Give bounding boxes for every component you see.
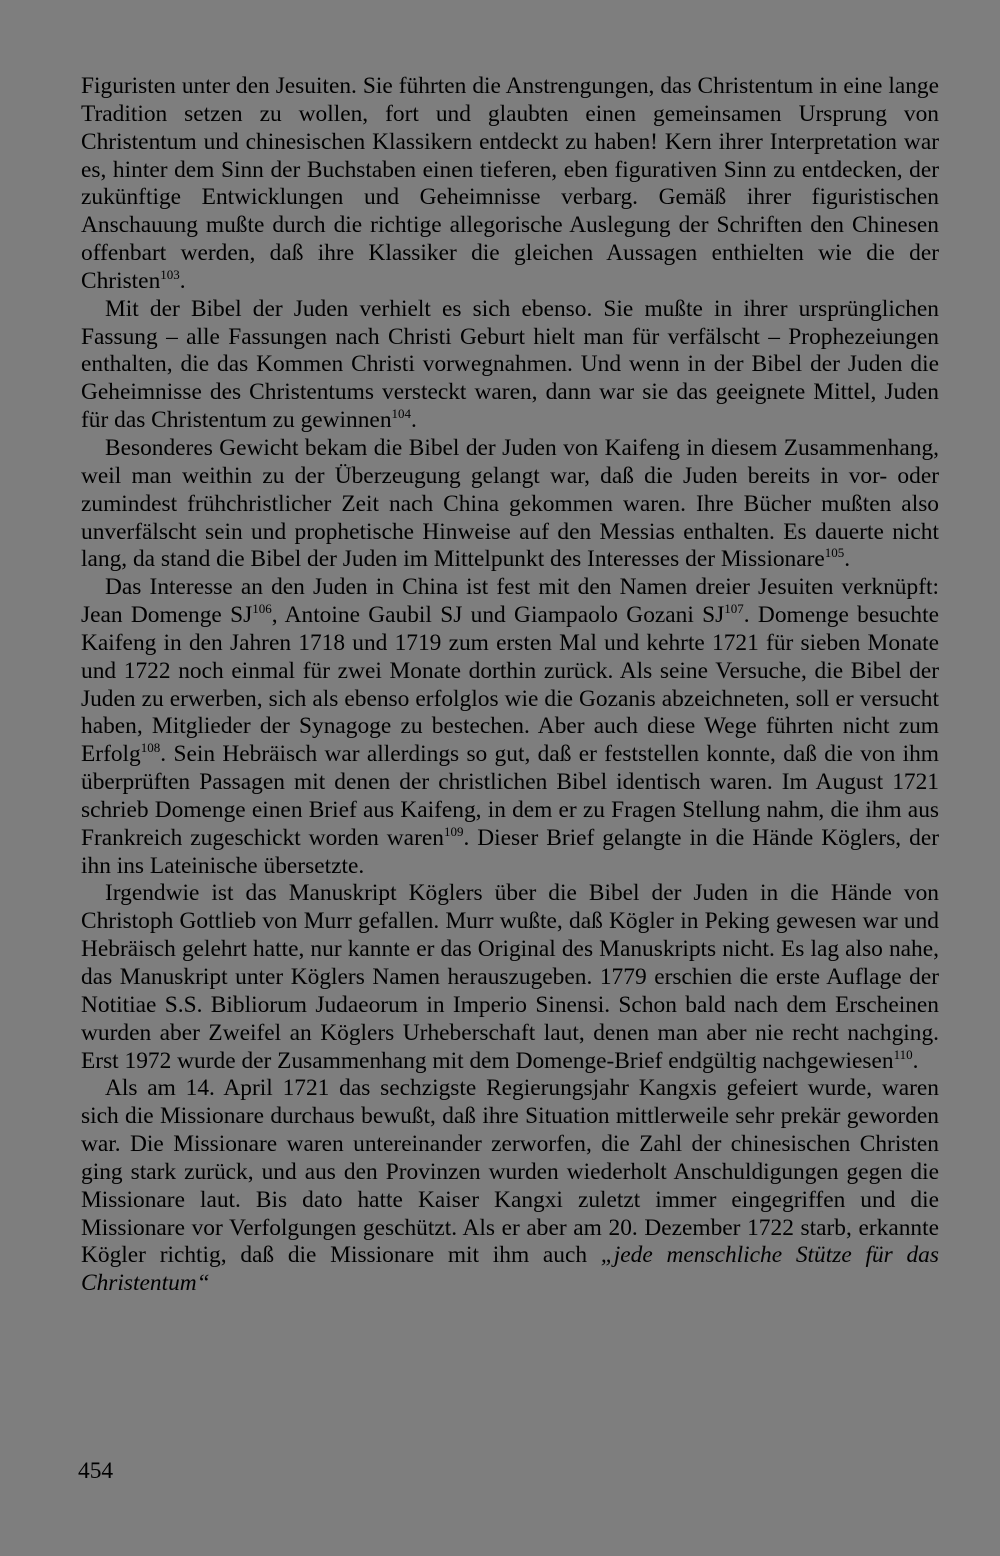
text-run: Figuristen unter den Jesuiten. Sie führten die Anstrengungen, das Christentum in eine lange Tradition setzen zu wollen, fort und glaubten einen gemeinsamen Ursprung von Christentum und chinesischen Klassikern entdeckt zu haben! Kern ihrer Interpretation war es, hinter dem Sinn der Buchstaben einen tieferen, eben figurativen Sinn zu entdecken, der zukünftige Entwicklungen und Geheimnisse verbarg. Gemäß ihrer figuristischen Anschauung mußte durch die richtige allegorische Auslegung der Schriften den Chinesen offenbart werden, daß ihre Klassiker die gleichen Aussagen enthielten wie die der Christen (81, 73, 939, 294)
footnote-ref[interactable]: 108 (140, 740, 161, 756)
text-run: Das Interesse an den Juden in China ist fest mit den Namen dreier Jesuiten verknüpft: Jean Domenge SJ (81, 574, 939, 629)
paragraph (81, 435, 939, 574)
footnote-ref[interactable]: 105 (824, 545, 845, 561)
text-run: Mit der Bibel der Juden verhielt es sich ebenso. Sie mußte in ihrer ursprünglichen Fassung – alle Fassungen nach Christi Geburt hielt man für verfälscht – Prophezeiungen enthalten, die das Kommen Christi vorwegnahmen. Und wenn in der Bibel der Juden die Geheimnisse des Christentums versteckt waren, dann war sie das geeignete Mittel, Juden für das Christentum zu gewinnen (81, 295, 939, 434)
text-run: Besonderes Gewicht bekam die Bibel der Juden von Kaifeng in diesem Zusammenhang, weil man weithin zu der Überzeugung gelangt war, daß die Juden bereits in vor- oder zumindest frühchristlicher Zeit nach China gekommen waren. Ihre Bücher mußten also unverfälscht sein und prophetische Hinweise auf den Messias enthalten. Es dauerte nicht lang, da stand die Bibel der Juden im Mittelpunkt des Interesses der Missionare (81, 434, 939, 573)
body-text (81, 73, 939, 1298)
italic-quote: „jede menschliche Stütze für das Christentum“ (81, 1242, 939, 1297)
footnote-ref[interactable]: 107 (724, 601, 744, 617)
footnote-ref[interactable]: 103 (160, 266, 180, 282)
text-run: , Antoine Gaubil SJ und Giampaolo Gozani SJ (271, 602, 725, 629)
text-run: . Dieser Brief gelangte in die Hände Köglers, der ihn ins Lateinische übersetzte. (81, 824, 939, 879)
paragraph (81, 296, 939, 435)
footnote-ref[interactable]: 106 (252, 601, 272, 617)
text-run: . (411, 407, 417, 434)
text-run: . Sein Hebräisch war allerdings so gut, daß er feststellen konnte, daß die von ihm überprüften Passagen mit denen der christlichen Bibel identisch waren. Im August 1721 schrieb Domenge einen Brief aus Kaifeng, in dem er zu Fragen Stellung nahm, die ihm aus Frankreich zugeschickt worden waren (81, 741, 939, 851)
page-number: 454 (78, 1458, 114, 1484)
paragraph (81, 73, 939, 296)
text-run: Als am 14. April 1721 das sechzigste Regierungsjahr Kangxis gefeiert wurde, waren sich die Missionare durchaus bewußt, daß ihre Situation mittlerweile sehr prekär geworden war. Die Missionare waren untereinander zerworfen, die Zahl der chinesischen Christen ging stark zurück, und aus den Provinzen wurden wiederholt Anschuldigungen gegen die Missionare laut. Bis dato hatte Kaiser Kangxi zuletzt immer eingegriffen und die Missionare vor Verfolgungen geschützt. Als er aber am 20. Dezember 1722 starb, erkannte Kögler richtig, daß die Missionare mit ihm auch (81, 1075, 939, 1269)
paragraph (81, 1075, 939, 1298)
text-run: . Domenge besuchte Kaifeng in den Jahren 1718 und 1719 zum ersten Mal und kehrte 1721 für sieben Monate und 1722 noch einmal für zwei Monate dorthin zurück. Als seine Versuche, die Bibel der Juden zu erwerben, sich als ebenso erfolglos wie die Gozanis abzeichneten, soll er versucht haben, Mitglieder der Synagoge zu bestechen. Aber auch diese Wege führten nicht zum Erfolg (81, 602, 940, 768)
paragraph (81, 880, 939, 1075)
text-run: . (912, 1047, 919, 1074)
footnote-ref[interactable]: 109 (443, 823, 464, 839)
footnote-ref[interactable]: 104 (391, 406, 412, 422)
paragraph (81, 574, 939, 880)
text-run: . (179, 267, 186, 294)
text-run: . (844, 546, 851, 573)
footnote-ref[interactable]: 110 (893, 1046, 913, 1062)
text-run: Irgendwie ist das Manuskript Köglers über die Bibel der Juden in die Hände von Christoph Gottlieb von Murr gefallen. Murr wußte, daß Kögler in Peking gewesen war und Hebräisch gelehrt hatte, nur kannte er das Original des Manuskripts nicht. Es lag also nahe, das Manuskript unter Köglers Namen herauszugeben. 1779 erschien die erste Auflage der Notitiae S.S. Bibliorum Judaeorum in Imperio Sinensi. Schon bald nach dem Erscheinen wurden aber Zweifel an Köglers Urheberschaft laut, denen man aber nie recht nachging. Erst 1972 wurde der Zusammenhang mit dem Domenge-Brief endgültig nachgewiesen (81, 880, 939, 1074)
